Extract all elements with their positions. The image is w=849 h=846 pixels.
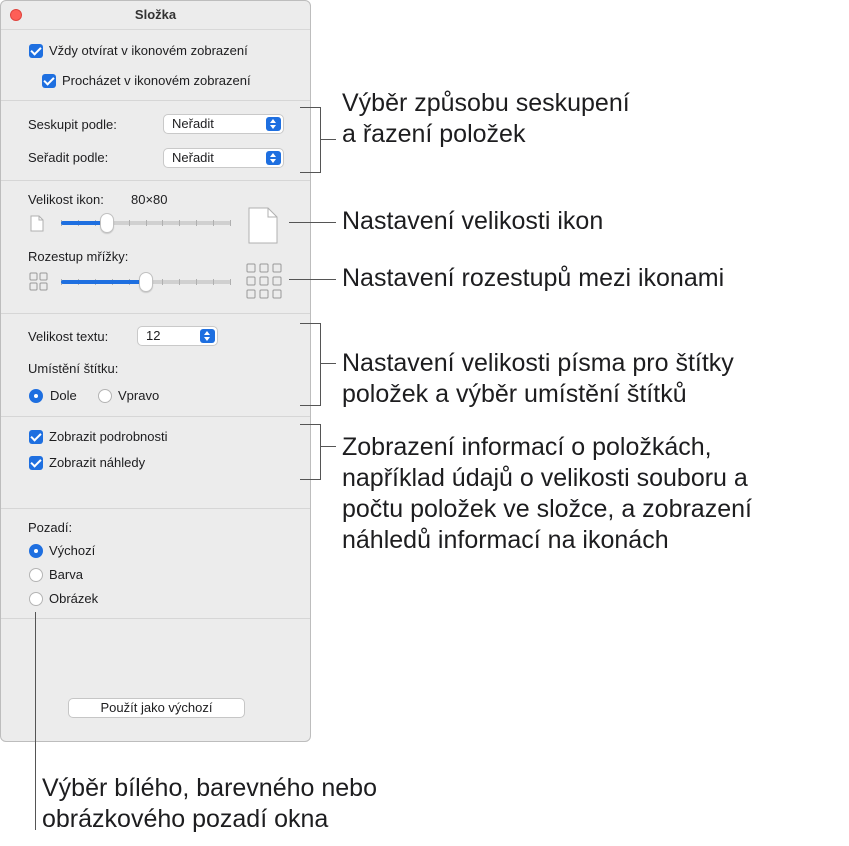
chevron-updown-icon	[266, 151, 281, 165]
large-grid-icon	[246, 263, 282, 299]
chevron-updown-icon	[266, 117, 281, 131]
callout-line: položek a výběr umístění štítků	[342, 380, 687, 408]
separator	[1, 313, 310, 314]
show-preview-checkbox[interactable]	[29, 456, 43, 470]
background-picture-label: Obrázek	[49, 591, 99, 606]
slider-tick	[162, 220, 163, 226]
slider-tick	[230, 220, 231, 226]
show-preview-label: Zobrazit náhledy	[49, 455, 146, 470]
callout-line: náhledů informací na ikonách	[342, 526, 669, 554]
bracket-line	[320, 363, 336, 364]
browse-icon-label: Procházet v ikonovém zobrazení	[62, 73, 251, 88]
pointer-line	[35, 612, 36, 830]
slider-tick	[213, 279, 214, 285]
callout-icon-size	[342, 206, 603, 237]
position-bottom-radio[interactable]	[29, 389, 43, 403]
small-grid-icon	[29, 272, 49, 292]
slider-tick	[196, 220, 197, 226]
grid-spacing-slider-fill	[61, 280, 146, 284]
folder-view-options-window	[0, 0, 311, 742]
callout-line: obrázkového pozadí okna	[42, 805, 329, 833]
sort-by-popup[interactable]	[163, 148, 284, 168]
callout-group-sort	[342, 88, 630, 150]
callout-info	[342, 432, 752, 556]
large-document-icon	[248, 207, 278, 244]
show-info-label: Zobrazit podrobnosti	[49, 429, 168, 444]
close-button[interactable]	[10, 9, 22, 21]
callout-line: Nastavení velikosti ikon	[342, 207, 604, 235]
small-document-icon	[30, 215, 44, 232]
grid-spacing-label: Rozestup mřížky:	[28, 249, 129, 264]
position-bottom-label: Dole	[50, 388, 77, 403]
position-right-radio[interactable]	[98, 389, 112, 403]
icon-size-slider[interactable]	[61, 221, 231, 225]
slider-tick	[146, 220, 147, 226]
text-size-label: Velikost textu:	[28, 329, 109, 344]
pointer-line	[289, 222, 336, 223]
sort-by-value: Neřadit	[172, 150, 214, 165]
background-default-radio[interactable]	[29, 544, 43, 558]
bracket-line	[320, 446, 336, 447]
separator	[1, 100, 310, 101]
slider-tick	[179, 279, 180, 285]
always-open-icon-label: Vždy otvírat v ikonovém zobrazení	[49, 43, 248, 58]
bracket-line	[300, 107, 320, 108]
callout-line: počtu položek ve složce, a zobrazení	[342, 495, 752, 523]
callout-line: Zobrazení informací o položkách,	[342, 433, 712, 461]
callout-line: Výběr bílého, barevného nebo	[42, 774, 377, 802]
bracket-line	[300, 323, 320, 324]
pointer-line	[289, 279, 336, 280]
icon-size-value: 80×80	[131, 192, 168, 207]
always-open-icon-checkbox[interactable]	[29, 44, 43, 58]
bracket-line	[320, 323, 321, 405]
background-label: Pozadí:	[28, 520, 73, 535]
separator	[1, 416, 310, 417]
slider-tick	[179, 220, 180, 226]
group-by-label: Seskupit podle:	[28, 117, 117, 132]
background-picture-radio[interactable]	[29, 592, 43, 606]
use-as-default-button[interactable]: Použít jako výchozí	[68, 698, 245, 718]
grid-spacing-slider[interactable]	[61, 280, 231, 284]
callout-background	[42, 773, 377, 835]
chevron-updown-icon	[200, 329, 215, 343]
callout-line: Výběr způsobu seskupení	[342, 89, 630, 117]
callout-line: a řazení položek	[342, 120, 526, 148]
grid-spacing-slider-knob[interactable]	[139, 272, 153, 292]
label-position-label: Umístění štítku:	[28, 361, 119, 376]
background-color-label: Barva	[49, 567, 83, 582]
bracket-line	[300, 405, 321, 406]
callout-grid-spacing	[342, 263, 724, 294]
browse-icon-checkbox[interactable]	[42, 74, 56, 88]
show-info-checkbox[interactable]	[29, 430, 43, 444]
slider-tick	[213, 220, 214, 226]
text-size-value: 12	[146, 328, 161, 343]
callout-line: Nastavení velikosti písma pro štítky	[342, 349, 734, 377]
bracket-line	[320, 139, 336, 140]
bracket-line	[320, 424, 321, 479]
bracket-line	[300, 424, 320, 425]
background-default-label: Výchozí	[49, 543, 96, 558]
window-title: Složka	[134, 7, 177, 22]
group-by-value: Neřadit	[172, 116, 214, 131]
bracket-line	[300, 172, 321, 173]
callout-line: například údajů o velikosti souboru a	[342, 464, 748, 492]
slider-tick	[129, 220, 130, 226]
callout-text-size	[342, 348, 734, 410]
title-bar	[1, 1, 310, 30]
separator	[1, 180, 310, 181]
slider-tick	[162, 279, 163, 285]
sort-by-label: Seřadit podle:	[28, 150, 109, 165]
slider-tick	[196, 279, 197, 285]
bracket-line	[300, 479, 321, 480]
separator	[1, 618, 310, 619]
icon-size-label: Velikost ikon:	[28, 192, 104, 207]
background-color-radio[interactable]	[29, 568, 43, 582]
slider-tick	[230, 279, 231, 285]
position-right-label: Vpravo	[118, 388, 160, 403]
text-size-popup[interactable]	[137, 326, 218, 346]
separator	[1, 508, 310, 509]
callout-line: Nastavení rozestupů mezi ikonami	[342, 264, 725, 292]
group-by-popup[interactable]	[163, 114, 284, 134]
icon-size-slider-knob[interactable]	[100, 213, 114, 233]
